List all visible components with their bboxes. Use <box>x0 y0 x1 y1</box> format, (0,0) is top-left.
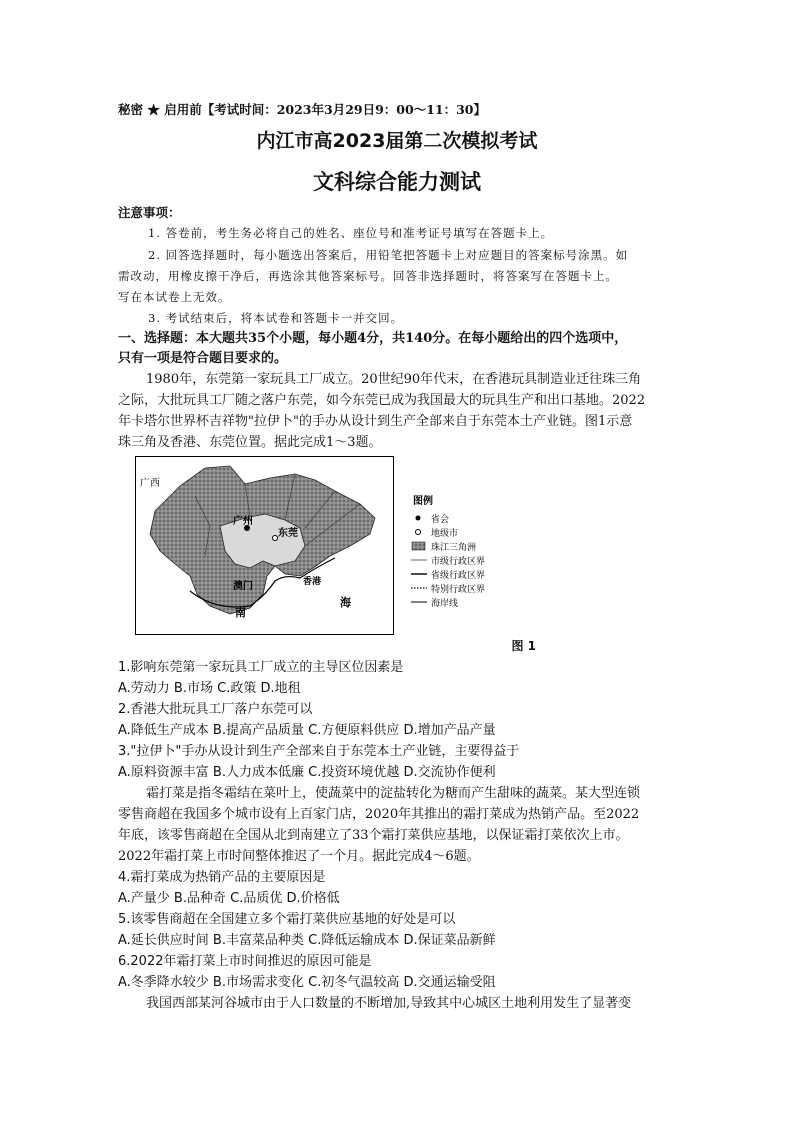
notice-heading: 注意事项： <box>118 205 181 220</box>
pearl-river-delta-map <box>135 456 520 636</box>
question: 5.该零售商超在全国建立多个霜打菜供应基地的好处是可以 <box>118 912 456 927</box>
legend-title: 图例 <box>413 496 433 507</box>
label-hongkong: 香港 <box>303 577 322 587</box>
legend-item: 珠江三角洲 <box>431 543 477 553</box>
legend-item: 特别行政区界 <box>431 585 486 595</box>
passage-line: 霜打菜是指冬霜结在菜叶上，使蔬菜中的淀盐转化为糖而产生甜味的蔬菜。某大型连锁 <box>146 786 641 801</box>
notice-line: 2. 回答选择题时，每小题选出答案后，用铅笔把答题卡上对应题目的答案标号涂黑。如 <box>148 248 629 262</box>
notice-line: 3. 考试结束后，将本试卷和答题卡一并交回。 <box>148 311 404 325</box>
section-instruction: 一、选择题：本大题共35个小题，每小题4分，共140分。在每小题给出的四个选项中， <box>118 331 628 346</box>
map-legend <box>411 494 485 609</box>
label-macau: 澳门 <box>233 581 253 592</box>
passage-line: 1980年，东莞第一家玩具工厂成立。20世纪90年代末，在香港玩具制造业迁往珠三角 <box>146 372 642 387</box>
figure-caption: 图 1 <box>511 639 536 653</box>
question-options: A.原料资源丰富 B.人力成本低廉 C.投资环境优越 D.交流协作便利 <box>118 765 496 780</box>
passage-line: 年卡塔尔世界杯吉祥物"拉伊卜"的手办从设计到生产全部来自于东莞本土产业链。图1示意 <box>118 414 633 429</box>
passage-line: 珠三角及香港、东莞位置。据此完成1～3题。 <box>118 435 382 450</box>
label-south: 南 <box>235 606 246 619</box>
exam-subtitle: 文科综合能力测试 <box>313 170 481 194</box>
label-guangxi: 广西 <box>140 478 160 489</box>
question: 3."拉伊卜"手办从设计到生产全部来自于东莞本土产业链，主要得益于 <box>118 744 520 759</box>
label-sea: 海 <box>340 596 351 609</box>
notice-line: 需改动，用橡皮擦干净后，再选涂其他答案标号。回答非选择题时，将答案写在答题卡上。 <box>118 269 618 283</box>
legend-item: 省会 <box>431 515 450 525</box>
question-options: A.劳动力 B.市场 C.政策 D.地租 <box>118 681 301 696</box>
section-instruction: 只有一项是符合题目要求的。 <box>118 351 288 366</box>
passage-line: 2022年霜打菜上市时间整体推迟了一个月。据此完成4～6题。 <box>118 849 480 864</box>
question-options: A.产量少 B.品种奇 C.品质优 D.价格低 <box>118 891 340 906</box>
city-marker <box>273 536 278 541</box>
question: 4.霜打菜成为热销产品的主要原因是 <box>118 870 326 885</box>
confidential-header: 秘密 ★ 启用前【考试时间：2023年3月29日9：00～11：30】 <box>118 102 486 117</box>
label-guangzhou: 广州 <box>233 516 253 527</box>
question: 1.影响东莞第一家玩具工厂成立的主导区位因素是 <box>118 660 404 675</box>
passage-line: 之际，大批玩具工厂随之落户东莞，如今东莞已成为我国最大的玩具生产和出口基地。2022 <box>118 393 646 408</box>
passage-line: 零售商超在我国多个城市设有上百家门店，2020年其推出的霜打菜成为热销产品。至2022 <box>118 807 640 822</box>
passage-line: 年底，该零售商超在全国从北到南建立了33个霜打菜供应基地，以保证霜打菜依次上市。 <box>118 828 629 843</box>
question-options: A.冬季降水较少 B.市场需求变化 C.初冬气温较高 D.交通运输受阻 <box>118 975 496 990</box>
passage-line: 我国西部某河谷城市由于人口数量的不断增加,导致其中心城区土地利用发生了显著变 <box>146 996 632 1011</box>
notice-line: 1. 答卷前，考生务必将自己的姓名、座位号和准考证号填写在答题卡上。 <box>148 226 554 240</box>
question-options: A.延长供应时间 B.丰富菜品种类 C.降低运输成本 D.保证菜品新鲜 <box>118 933 496 948</box>
notice-line: 写在本试卷上无效。 <box>118 290 231 304</box>
label-dongguan: 东莞 <box>278 528 298 539</box>
legend-item: 市级行政区界 <box>431 557 486 567</box>
question: 6.2022年霜打菜上市时间推迟的原因可能是 <box>118 954 372 969</box>
question: 2.香港大批玩具工厂落户东莞可以 <box>118 702 313 717</box>
exam-title: 内江市高2023届第二次模拟考试 <box>256 130 538 152</box>
question-options: A.降低生产成本 B.提高产品质量 C.方便原料供应 D.增加产品产量 <box>118 723 496 738</box>
legend-item: 海岸线 <box>431 599 459 609</box>
legend-item: 地级市 <box>431 529 459 539</box>
legend-item: 省级行政区界 <box>431 571 486 581</box>
